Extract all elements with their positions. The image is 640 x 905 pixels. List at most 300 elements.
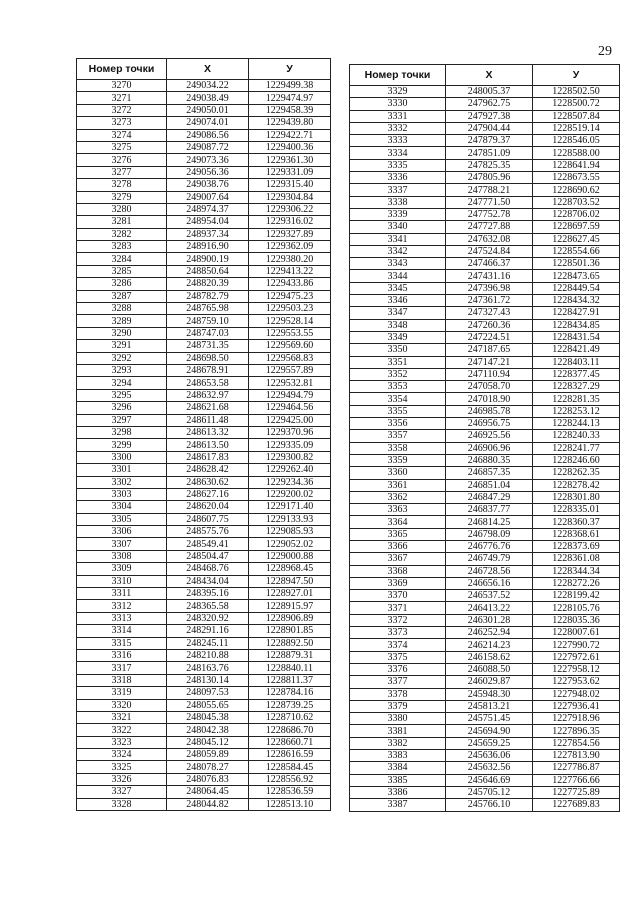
x-cell: 247224.51 xyxy=(446,331,533,343)
y-cell: 1228710.62 xyxy=(249,711,331,723)
point-number-cell: 3353 xyxy=(350,381,446,393)
header-point-number: Номер точки xyxy=(350,65,446,86)
x-cell: 248937.34 xyxy=(167,228,249,240)
y-cell: 1229200.02 xyxy=(249,488,331,500)
y-cell: 1229474.97 xyxy=(249,92,331,104)
table-row xyxy=(77,414,331,426)
y-cell: 1229568.83 xyxy=(249,352,331,364)
point-number-cell: 3386 xyxy=(350,786,446,798)
y-cell: 1229422.71 xyxy=(249,129,331,141)
x-cell: 247260.36 xyxy=(446,319,533,331)
x-cell: 246656.16 xyxy=(446,577,533,589)
x-cell: 248628.42 xyxy=(167,464,249,476)
table-row xyxy=(350,750,620,762)
y-cell: 1228784.16 xyxy=(249,687,331,699)
x-cell: 247327.43 xyxy=(446,307,533,319)
y-cell: 1229433.86 xyxy=(249,278,331,290)
table-row xyxy=(77,228,331,240)
table-row xyxy=(350,196,620,208)
y-cell: 1229400.36 xyxy=(249,141,331,153)
header-row xyxy=(77,59,331,80)
table-row xyxy=(350,700,620,712)
y-cell: 1228892.50 xyxy=(249,637,331,649)
y-cell: 1227918.96 xyxy=(533,713,620,725)
y-cell: 1228035.36 xyxy=(533,614,620,626)
x-cell: 248059.89 xyxy=(167,749,249,761)
point-number-cell: 3312 xyxy=(77,600,167,612)
table-row xyxy=(350,602,620,614)
y-cell: 1228301.80 xyxy=(533,491,620,503)
point-number-cell: 3311 xyxy=(77,588,167,600)
table-row xyxy=(77,426,331,438)
point-number-cell: 3290 xyxy=(77,327,167,339)
table-row xyxy=(350,418,620,430)
table-row xyxy=(350,516,620,528)
y-cell: 1229000.88 xyxy=(249,550,331,562)
y-cell: 1228968.45 xyxy=(249,563,331,575)
point-number-cell: 3333 xyxy=(350,135,446,147)
y-cell: 1229361.30 xyxy=(249,154,331,166)
y-cell: 1227953.62 xyxy=(533,676,620,688)
y-cell: 1227896.35 xyxy=(533,725,620,737)
y-cell: 1228272.26 xyxy=(533,577,620,589)
x-cell: 248575.76 xyxy=(167,526,249,538)
x-cell: 246857.35 xyxy=(446,467,533,479)
table-row xyxy=(77,327,331,339)
point-number-cell: 3304 xyxy=(77,501,167,513)
y-cell: 1227689.83 xyxy=(533,799,620,811)
x-cell: 247058.70 xyxy=(446,381,533,393)
point-number-cell: 3331 xyxy=(350,110,446,122)
table-row xyxy=(77,265,331,277)
x-cell: 249038.49 xyxy=(167,92,249,104)
x-cell: 247110.94 xyxy=(446,368,533,380)
x-cell: 248097.53 xyxy=(167,687,249,699)
y-cell: 1228473.65 xyxy=(533,270,620,282)
header-y: У xyxy=(249,59,331,80)
point-number-cell: 3277 xyxy=(77,166,167,178)
y-cell: 1228627.45 xyxy=(533,233,620,245)
x-cell: 245694.90 xyxy=(446,725,533,737)
point-number-cell: 3340 xyxy=(350,221,446,233)
point-number-cell: 3283 xyxy=(77,241,167,253)
table-row xyxy=(350,208,620,220)
y-cell: 1228901.85 xyxy=(249,625,331,637)
table-row xyxy=(350,528,620,540)
point-number-cell: 3319 xyxy=(77,687,167,699)
point-number-cell: 3321 xyxy=(77,711,167,723)
table-row xyxy=(77,649,331,661)
point-number-cell: 3327 xyxy=(77,786,167,798)
x-cell: 249038.76 xyxy=(167,179,249,191)
point-number-cell: 3274 xyxy=(77,129,167,141)
y-cell: 1228360.37 xyxy=(533,516,620,528)
x-cell: 247879.37 xyxy=(446,135,533,147)
x-cell: 249056.36 xyxy=(167,166,249,178)
x-cell: 246749.79 xyxy=(446,553,533,565)
y-cell: 1229234.36 xyxy=(249,476,331,488)
x-cell: 247788.21 xyxy=(446,184,533,196)
point-number-cell: 3316 xyxy=(77,649,167,661)
point-number-cell: 3315 xyxy=(77,637,167,649)
table-row xyxy=(77,451,331,463)
x-cell: 248045.38 xyxy=(167,711,249,723)
table-row xyxy=(77,637,331,649)
point-number-cell: 3354 xyxy=(350,393,446,405)
point-number-cell: 3323 xyxy=(77,736,167,748)
y-cell: 1228947.50 xyxy=(249,575,331,587)
table-row xyxy=(350,762,620,774)
point-number-cell: 3308 xyxy=(77,550,167,562)
point-number-cell: 3332 xyxy=(350,122,446,134)
y-cell: 1228421.49 xyxy=(533,344,620,356)
y-cell: 1228449.54 xyxy=(533,282,620,294)
x-cell: 247361.72 xyxy=(446,295,533,307)
table-row xyxy=(350,356,620,368)
table-row xyxy=(350,319,620,331)
page-number: 29 xyxy=(598,44,612,59)
table-row xyxy=(350,725,620,737)
x-cell: 245813.21 xyxy=(446,700,533,712)
y-cell: 1228879.31 xyxy=(249,649,331,661)
point-number-cell: 3363 xyxy=(350,504,446,516)
x-cell: 248468.76 xyxy=(167,563,249,575)
x-cell: 247466.37 xyxy=(446,258,533,270)
x-cell: 247147.21 xyxy=(446,356,533,368)
y-cell: 1228906.89 xyxy=(249,612,331,624)
table-row xyxy=(350,258,620,270)
point-number-cell: 3318 xyxy=(77,674,167,686)
y-cell: 1229262.40 xyxy=(249,464,331,476)
table-row xyxy=(350,221,620,233)
table-row xyxy=(77,563,331,575)
x-cell: 246906.96 xyxy=(446,442,533,454)
coordinates-table-right xyxy=(349,64,620,812)
point-number-cell: 3371 xyxy=(350,602,446,614)
point-number-cell: 3343 xyxy=(350,258,446,270)
y-cell: 1227725.89 xyxy=(533,786,620,798)
point-number-cell: 3342 xyxy=(350,245,446,257)
point-number-cell: 3372 xyxy=(350,614,446,626)
x-cell: 248759.10 xyxy=(167,315,249,327)
y-cell: 1228335.01 xyxy=(533,504,620,516)
y-cell: 1228105.76 xyxy=(533,602,620,614)
y-cell: 1228915.97 xyxy=(249,600,331,612)
x-cell: 247825.35 xyxy=(446,159,533,171)
y-cell: 1227972.61 xyxy=(533,651,620,663)
point-number-cell: 3279 xyxy=(77,191,167,203)
y-cell: 1228253.12 xyxy=(533,405,620,417)
point-number-cell: 3350 xyxy=(350,344,446,356)
table-row xyxy=(350,381,620,393)
y-cell: 1228673.55 xyxy=(533,172,620,184)
table-row xyxy=(350,504,620,516)
y-cell: 1229458.39 xyxy=(249,104,331,116)
y-cell: 1229306.22 xyxy=(249,203,331,215)
header-x: X xyxy=(446,65,533,86)
point-number-cell: 3359 xyxy=(350,454,446,466)
y-cell: 1228368.61 xyxy=(533,528,620,540)
table-row xyxy=(77,488,331,500)
y-cell: 1227958.12 xyxy=(533,663,620,675)
x-cell: 248765.98 xyxy=(167,303,249,315)
y-cell: 1227948.02 xyxy=(533,688,620,700)
table-row xyxy=(350,799,620,811)
y-cell: 1229052.02 xyxy=(249,538,331,550)
y-cell: 1229171.40 xyxy=(249,501,331,513)
y-cell: 1229327.89 xyxy=(249,228,331,240)
table-row xyxy=(350,479,620,491)
point-number-cell: 3384 xyxy=(350,762,446,774)
x-cell: 245751.45 xyxy=(446,713,533,725)
table-row xyxy=(77,92,331,104)
point-number-cell: 3271 xyxy=(77,92,167,104)
y-cell: 1229499.38 xyxy=(249,80,331,92)
table-row xyxy=(77,179,331,191)
table-row xyxy=(77,352,331,364)
table-row xyxy=(350,627,620,639)
table-row xyxy=(77,191,331,203)
y-cell: 1228554.66 xyxy=(533,245,620,257)
table-row xyxy=(77,550,331,562)
y-cell: 1228703.52 xyxy=(533,196,620,208)
y-cell: 1229553.55 xyxy=(249,327,331,339)
x-cell: 247396.98 xyxy=(446,282,533,294)
y-cell: 1228840.11 xyxy=(249,662,331,674)
y-cell: 1228246.60 xyxy=(533,454,620,466)
x-cell: 249074.01 xyxy=(167,117,249,129)
x-cell: 246029.87 xyxy=(446,676,533,688)
table-row xyxy=(350,110,620,122)
x-cell: 249087.72 xyxy=(167,141,249,153)
point-number-cell: 3338 xyxy=(350,196,446,208)
x-cell: 248549.41 xyxy=(167,538,249,550)
y-cell: 1227766.66 xyxy=(533,774,620,786)
table-row xyxy=(77,711,331,723)
table-row xyxy=(350,282,620,294)
x-cell: 247927.38 xyxy=(446,110,533,122)
point-number-cell: 3365 xyxy=(350,528,446,540)
table-row xyxy=(77,674,331,686)
x-cell: 249086.56 xyxy=(167,129,249,141)
table-row xyxy=(350,368,620,380)
point-number-cell: 3295 xyxy=(77,389,167,401)
point-number-cell: 3310 xyxy=(77,575,167,587)
point-number-cell: 3379 xyxy=(350,700,446,712)
x-cell: 248617.83 xyxy=(167,451,249,463)
table-row xyxy=(350,86,620,98)
point-number-cell: 3298 xyxy=(77,426,167,438)
point-number-cell: 3297 xyxy=(77,414,167,426)
y-cell: 1228706.02 xyxy=(533,208,620,220)
table-row xyxy=(77,699,331,711)
point-number-cell: 3306 xyxy=(77,526,167,538)
point-number-cell: 3344 xyxy=(350,270,446,282)
x-cell: 248607.75 xyxy=(167,513,249,525)
header-x: X xyxy=(167,59,249,80)
x-cell: 248055.65 xyxy=(167,699,249,711)
point-number-cell: 3381 xyxy=(350,725,446,737)
table-row xyxy=(350,98,620,110)
x-cell: 247805.96 xyxy=(446,172,533,184)
point-number-cell: 3301 xyxy=(77,464,167,476)
y-cell: 1228434.85 xyxy=(533,319,620,331)
point-number-cell: 3334 xyxy=(350,147,446,159)
x-cell: 246728.56 xyxy=(446,565,533,577)
table-row xyxy=(350,491,620,503)
x-cell: 248078.27 xyxy=(167,761,249,773)
point-number-cell: 3347 xyxy=(350,307,446,319)
y-cell: 1229133.93 xyxy=(249,513,331,525)
y-cell: 1227990.72 xyxy=(533,639,620,651)
x-cell: 248916.90 xyxy=(167,241,249,253)
table-row xyxy=(77,575,331,587)
x-cell: 246798.09 xyxy=(446,528,533,540)
x-cell: 247187.65 xyxy=(446,344,533,356)
x-cell: 246847.29 xyxy=(446,491,533,503)
point-number-cell: 3275 xyxy=(77,141,167,153)
table-row xyxy=(350,786,620,798)
x-cell: 246956.75 xyxy=(446,418,533,430)
x-cell: 246413.22 xyxy=(446,602,533,614)
y-cell: 1228502.50 xyxy=(533,86,620,98)
x-cell: 248653.58 xyxy=(167,377,249,389)
table-row xyxy=(77,315,331,327)
y-cell: 1228281.35 xyxy=(533,393,620,405)
x-cell: 248130.14 xyxy=(167,674,249,686)
table-row xyxy=(350,430,620,442)
y-cell: 1228431.54 xyxy=(533,331,620,343)
table-row xyxy=(350,663,620,675)
x-cell: 248044.82 xyxy=(167,798,249,810)
point-number-cell: 3376 xyxy=(350,663,446,675)
point-number-cell: 3387 xyxy=(350,799,446,811)
table-row xyxy=(77,625,331,637)
y-cell: 1228327.29 xyxy=(533,381,620,393)
x-cell: 249034.22 xyxy=(167,80,249,92)
x-cell: 246925.56 xyxy=(446,430,533,442)
table-row xyxy=(77,290,331,302)
y-cell: 1227854.56 xyxy=(533,737,620,749)
point-number-cell: 3382 xyxy=(350,737,446,749)
table-row xyxy=(77,216,331,228)
y-cell: 1229475.23 xyxy=(249,290,331,302)
coordinates-table-left xyxy=(76,58,331,811)
point-number-cell: 3313 xyxy=(77,612,167,624)
table-row xyxy=(77,749,331,761)
x-cell: 246088.50 xyxy=(446,663,533,675)
table-row xyxy=(77,278,331,290)
point-number-cell: 3360 xyxy=(350,467,446,479)
table-row xyxy=(77,80,331,92)
table-row xyxy=(350,344,620,356)
x-cell: 248954.04 xyxy=(167,216,249,228)
table-row xyxy=(77,687,331,699)
point-number-cell: 3307 xyxy=(77,538,167,550)
point-number-cell: 3362 xyxy=(350,491,446,503)
table-row xyxy=(77,154,331,166)
table-row xyxy=(350,651,620,663)
x-cell: 246880.35 xyxy=(446,454,533,466)
point-number-cell: 3288 xyxy=(77,303,167,315)
point-number-cell: 3367 xyxy=(350,553,446,565)
table-row xyxy=(77,104,331,116)
x-cell: 245766.10 xyxy=(446,799,533,811)
header-row xyxy=(350,65,620,86)
x-cell: 248900.19 xyxy=(167,253,249,265)
y-cell: 1229503.23 xyxy=(249,303,331,315)
y-cell: 1228434.32 xyxy=(533,295,620,307)
point-number-cell: 3280 xyxy=(77,203,167,215)
table-row xyxy=(350,122,620,134)
table-row xyxy=(77,761,331,773)
y-cell: 1228536.59 xyxy=(249,786,331,798)
y-cell: 1228513.10 xyxy=(249,798,331,810)
point-number-cell: 3293 xyxy=(77,364,167,376)
table-row xyxy=(350,540,620,552)
point-number-cell: 3335 xyxy=(350,159,446,171)
table-row xyxy=(350,172,620,184)
x-cell: 245705.12 xyxy=(446,786,533,798)
table-row xyxy=(77,439,331,451)
point-number-cell: 3377 xyxy=(350,676,446,688)
y-cell: 1228811.37 xyxy=(249,674,331,686)
table-row xyxy=(77,117,331,129)
table-row xyxy=(77,241,331,253)
point-number-cell: 3272 xyxy=(77,104,167,116)
point-number-cell: 3326 xyxy=(77,773,167,785)
y-cell: 1228240.33 xyxy=(533,430,620,442)
x-cell: 248395.16 xyxy=(167,588,249,600)
point-number-cell: 3328 xyxy=(77,798,167,810)
x-cell: 248627.16 xyxy=(167,488,249,500)
y-cell: 1228584.45 xyxy=(249,761,331,773)
x-cell: 248042.38 xyxy=(167,724,249,736)
table-row xyxy=(350,307,620,319)
y-cell: 1228377.45 xyxy=(533,368,620,380)
x-cell: 249073.36 xyxy=(167,154,249,166)
point-number-cell: 3378 xyxy=(350,688,446,700)
y-cell: 1228403.11 xyxy=(533,356,620,368)
x-cell: 248820.39 xyxy=(167,278,249,290)
point-number-cell: 3270 xyxy=(77,80,167,92)
table-row xyxy=(350,565,620,577)
table-row xyxy=(77,736,331,748)
x-cell: 246214.23 xyxy=(446,639,533,651)
table-row xyxy=(77,600,331,612)
x-cell: 248005.37 xyxy=(446,86,533,98)
x-cell: 246837.77 xyxy=(446,504,533,516)
table-row xyxy=(77,526,331,538)
table-row xyxy=(77,141,331,153)
y-cell: 1229316.02 xyxy=(249,216,331,228)
x-cell: 248291.16 xyxy=(167,625,249,637)
y-cell: 1228361.08 xyxy=(533,553,620,565)
table-row xyxy=(77,303,331,315)
x-cell: 247771.50 xyxy=(446,196,533,208)
table-row xyxy=(77,364,331,376)
point-number-cell: 3273 xyxy=(77,117,167,129)
header-y: У xyxy=(533,65,620,86)
y-cell: 1228373.69 xyxy=(533,540,620,552)
x-cell: 248731.35 xyxy=(167,340,249,352)
point-number-cell: 3329 xyxy=(350,86,446,98)
x-cell: 246301.28 xyxy=(446,614,533,626)
x-cell: 245636.06 xyxy=(446,750,533,762)
point-number-cell: 3356 xyxy=(350,418,446,430)
point-number-cell: 3317 xyxy=(77,662,167,674)
table-row xyxy=(77,476,331,488)
